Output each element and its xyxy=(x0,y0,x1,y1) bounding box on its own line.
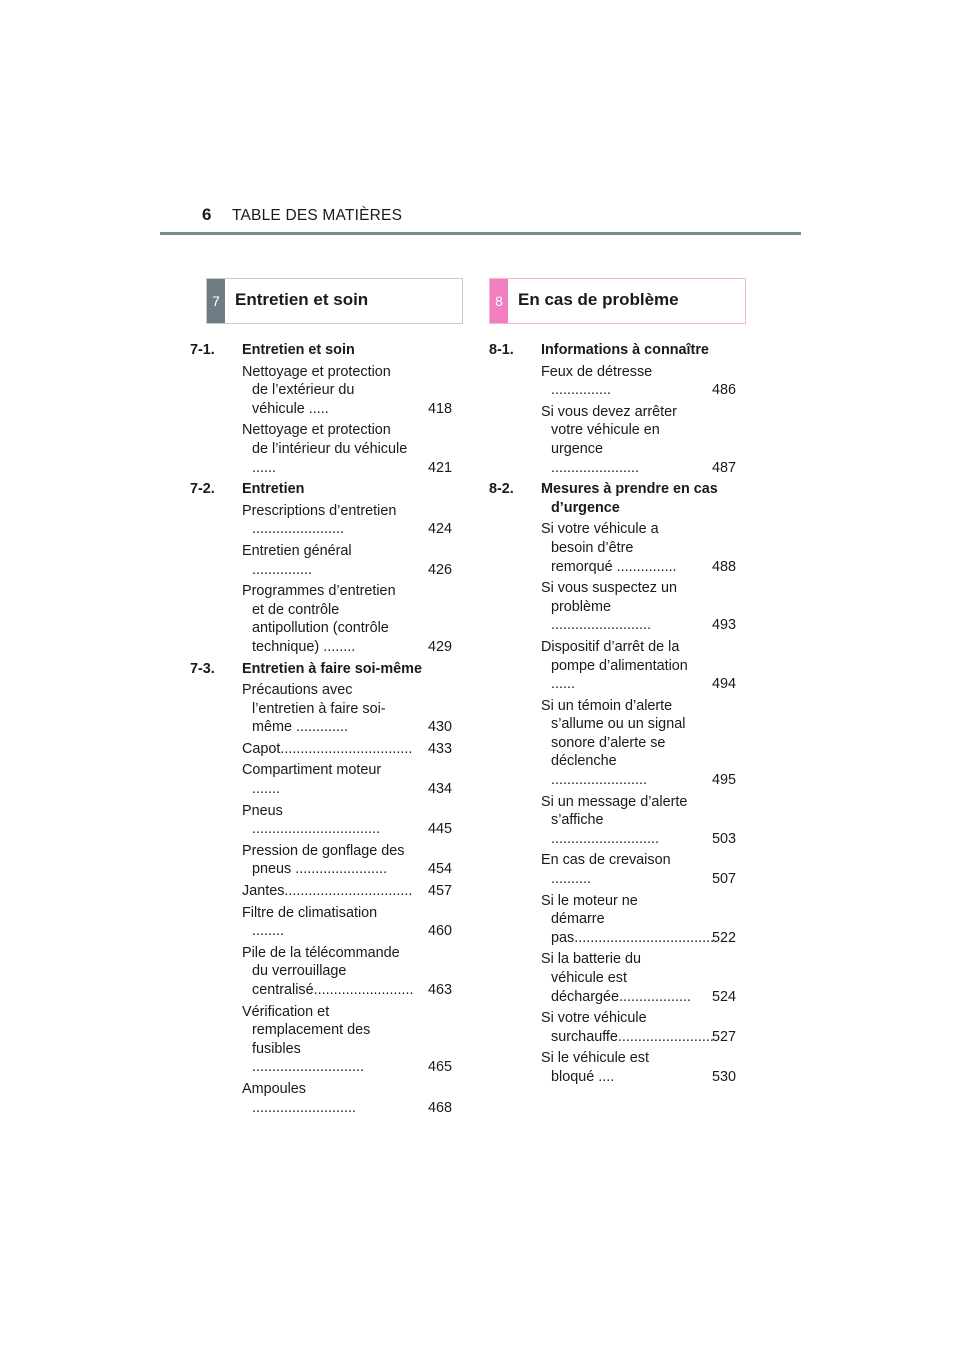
toc-entry-page: 486 xyxy=(711,382,736,399)
toc-entry-page: 487 xyxy=(711,459,736,476)
section-title: Mesures à prendre en cas d’urgence xyxy=(541,481,718,516)
toc-entry-text: Compartiment moteur ....... xyxy=(242,762,382,798)
toc-entry-page: 530 xyxy=(711,1068,736,1085)
section-number: 7-3. xyxy=(190,660,215,677)
toc-entry-page: 433 xyxy=(427,740,452,757)
toc-entry[interactable] xyxy=(489,638,736,694)
toc-entry-text: Pneus ................................ xyxy=(242,802,380,838)
chapter-7-header xyxy=(206,278,463,324)
toc-entry-text: Si le moteur ne démarre pas................................... xyxy=(541,892,715,946)
toc-entry-text: En cas de crevaison .......... xyxy=(541,852,671,888)
section-number: 7-2. xyxy=(190,481,215,498)
toc-entry-page: 465 xyxy=(427,1059,452,1076)
toc-entry[interactable] xyxy=(190,740,452,759)
toc-entry-text: Précautions avec l’entretien à faire soi-même ............. xyxy=(242,682,386,736)
toc-section[interactable] xyxy=(489,341,736,360)
toc-entry[interactable] xyxy=(190,502,452,539)
toc-section[interactable] xyxy=(190,660,452,679)
toc-section[interactable] xyxy=(190,341,452,360)
toc-entry[interactable] xyxy=(489,363,736,400)
toc-entry-text: Pression de gonflage des pneus ....................... xyxy=(242,842,405,878)
toc-entry-page: 454 xyxy=(427,861,452,878)
chapter-8-tab: 8 xyxy=(490,279,508,323)
toc-entry[interactable] xyxy=(489,793,736,849)
toc-entry[interactable] xyxy=(190,582,452,656)
header-title: TABLE DES MATIÈRES xyxy=(232,207,403,224)
toc-entry[interactable] xyxy=(489,1049,736,1086)
toc-entry-text: Si votre véhicule a besoin d’être remorqué ............... xyxy=(541,521,677,575)
toc-section[interactable] xyxy=(489,480,736,517)
toc-entry-text: Pile de la télécommande du verrouillage centralisé......................... xyxy=(242,944,414,998)
section-title: Entretien et soin xyxy=(242,342,355,358)
toc-entry-text: Si un témoin d’alerte s’allume ou un signal sonore d’alerte se déclenche ........................ xyxy=(541,697,686,789)
toc-entry-page: 463 xyxy=(427,982,452,998)
toc-entry-text: Entretien général ............... xyxy=(242,542,352,578)
toc-entry-text: Nettoyage et protection de l’extérieur du véhicule ..... xyxy=(242,363,391,417)
toc-entry[interactable] xyxy=(190,842,452,879)
section-number: 8-1. xyxy=(489,342,514,358)
toc-entry[interactable] xyxy=(190,363,452,419)
toc-entry-page: 418 xyxy=(427,400,452,417)
section-number: 7-1. xyxy=(190,342,215,358)
toc-entry-text: Jantes................................ xyxy=(242,883,413,900)
toc-entry-page: 429 xyxy=(427,638,452,655)
page-header xyxy=(160,205,800,235)
toc-section[interactable] xyxy=(190,480,452,499)
toc-entry-text: Capot................................. xyxy=(242,740,413,757)
toc-entry-page: 503 xyxy=(711,830,736,847)
section-title: Entretien xyxy=(242,481,305,498)
chapter-8-title: En cas de problème xyxy=(518,290,679,309)
section-title: Informations à connaître xyxy=(541,342,709,358)
toc-entry[interactable] xyxy=(489,697,736,790)
toc-entry-text: Ampoules .......................... xyxy=(242,1080,356,1116)
chapter-8-toc xyxy=(489,341,736,1090)
toc-entry-page: 524 xyxy=(711,988,736,1005)
section-number: 8-2. xyxy=(489,481,514,498)
toc-entry[interactable] xyxy=(190,542,452,579)
toc-entry-text: Filtre de climatisation ........ xyxy=(242,904,378,940)
toc-entry[interactable] xyxy=(489,520,736,576)
toc-entry-page: 507 xyxy=(711,871,736,888)
toc-entry-text: Feux de détresse ............... xyxy=(541,363,653,399)
toc-entry[interactable] xyxy=(489,579,736,635)
toc-entry-page: 430 xyxy=(427,719,452,736)
toc-entry[interactable] xyxy=(190,1080,452,1117)
toc-entry[interactable] xyxy=(190,882,452,901)
toc-entry[interactable] xyxy=(190,421,452,477)
toc-entry[interactable] xyxy=(190,761,452,798)
toc-entry[interactable] xyxy=(190,681,452,737)
toc-entry-text: Programmes d’entretien et de contrôle antipollution (contrôle technique) ........ xyxy=(242,583,396,655)
page-number: 6 xyxy=(202,205,212,224)
toc-entry-page: 424 xyxy=(427,521,452,538)
toc-entry-text: Vérification et remplacement des fusibles ............................ xyxy=(242,1003,371,1076)
toc-entry[interactable] xyxy=(190,904,452,941)
toc-entry-text: Si vous suspectez un problème ......................... xyxy=(541,580,677,634)
toc-entry-page: 468 xyxy=(427,1099,452,1116)
toc-entry-text: Dispositif d’arrêt de la pompe d’alimentation ...... xyxy=(541,638,688,693)
toc-entry-text: Si un message d’alerte s’affiche ........................... xyxy=(541,793,688,847)
toc-entry-page: 493 xyxy=(711,617,736,634)
toc-entry-page: 494 xyxy=(711,676,736,693)
toc-entry[interactable] xyxy=(190,802,452,839)
toc-entry-text: Si vous devez arrêter votre véhicule en urgence ...................... xyxy=(541,403,677,476)
toc-entry[interactable] xyxy=(489,403,736,477)
chapter-8-header xyxy=(489,278,746,324)
toc-entry-page: 522 xyxy=(711,929,736,946)
toc-entry[interactable] xyxy=(489,950,736,1006)
chapter-7-title: Entretien et soin xyxy=(235,290,369,309)
toc-entry[interactable] xyxy=(489,851,736,888)
toc-entry-text: Si la batterie du véhicule est déchargée.................. xyxy=(541,951,691,1005)
toc-entry-page: 488 xyxy=(711,558,736,575)
toc-entry-text: Si votre véhicule surchauffe........................ xyxy=(541,1010,714,1045)
chapter-7-toc xyxy=(190,341,452,1120)
toc-entry-page: 457 xyxy=(427,883,452,900)
toc-entry-text: Si le véhicule est bloqué .... xyxy=(541,1050,649,1085)
toc-entry-text: Prescriptions d’entretien ....................... xyxy=(242,502,397,538)
toc-entry-page: 421 xyxy=(427,459,452,476)
toc-entry-text: Nettoyage et protection de l’intérieur du véhicule ...... xyxy=(242,422,408,476)
section-title: Entretien à faire soi-même xyxy=(242,660,422,677)
toc-entry[interactable] xyxy=(190,944,452,1000)
toc-entry[interactable] xyxy=(190,1003,452,1077)
toc-entry-page: 445 xyxy=(427,821,452,838)
toc-entry-page: 434 xyxy=(427,781,452,798)
toc-entry-page: 527 xyxy=(711,1028,736,1045)
toc-entry[interactable] xyxy=(489,1009,736,1046)
toc-entry-page: 495 xyxy=(711,772,736,789)
header-divider xyxy=(160,232,801,235)
toc-entry[interactable] xyxy=(489,892,736,948)
toc-entry-page: 426 xyxy=(427,561,452,578)
chapter-7-tab: 7 xyxy=(207,279,225,323)
toc-entry-page: 460 xyxy=(427,923,452,940)
